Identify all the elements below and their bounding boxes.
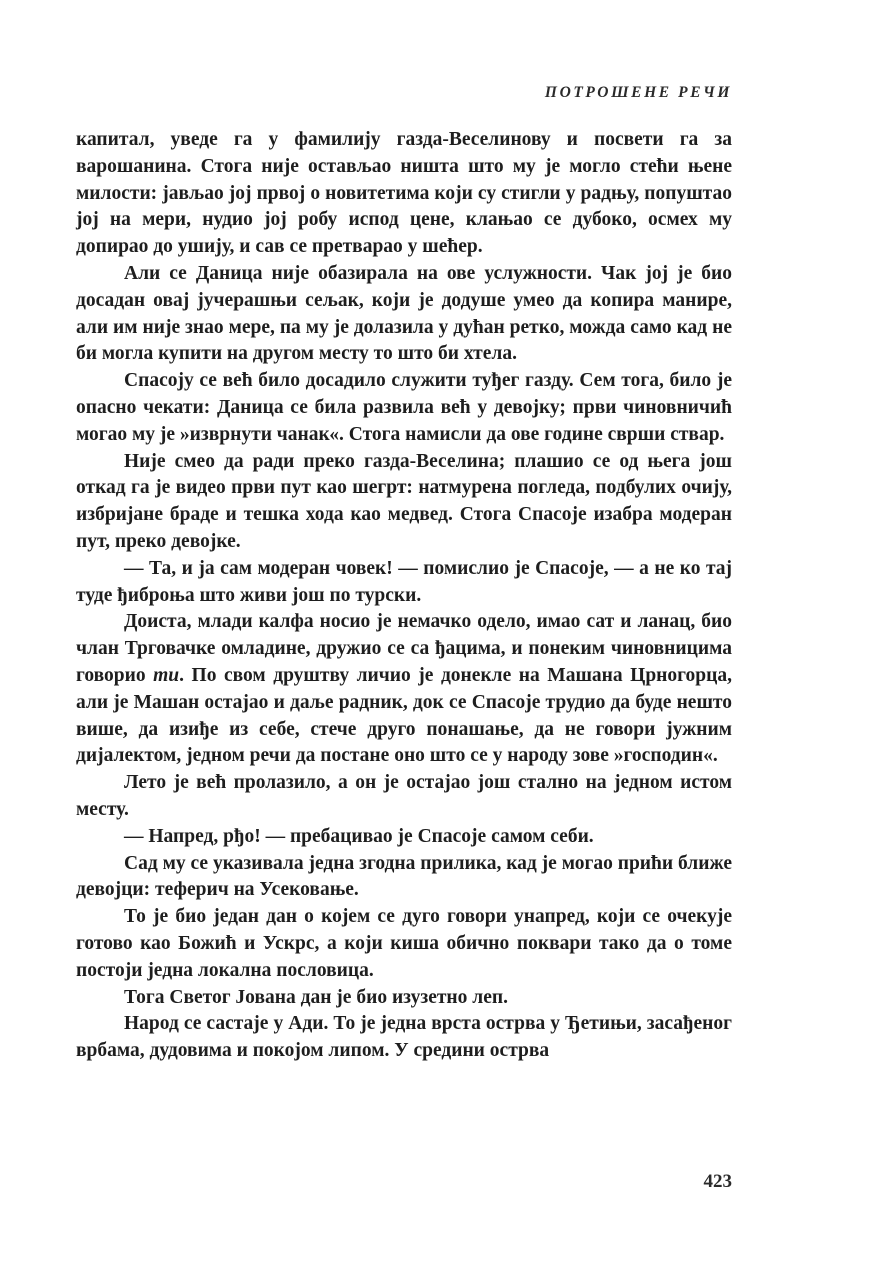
paragraph-text: Тога Светог Јована дан је био изузетно леп. [124, 986, 508, 1008]
paragraph-text: То је био један дан о којем се дуго говори унапред, који се очекује готово као Божић и Ускрс, а који киша обично поквари тако да о томе постоји једна локална пословица. [76, 906, 732, 981]
paragraph-text: капитал, уведе га у фамилију газда-Веселинову и посвети га за варошанина. Стога није остављао ништа што му је могло стећи њене милости: јављао јој првој о новитетима који су стигли у радњу, попуштао јој на мери, нудио јој робу испод цене, клањао се дубоко, осмех му допирао до ушију, и сав се претварао у шећер. [76, 129, 732, 258]
paragraph-text: — Напред, рђо! — пребацивао је Спасоје самом себи. [124, 825, 594, 847]
paragraph-text: Сад му се указивала једна згодна прилика, кад је могао прићи ближе девојци: теферич на Усековање. [76, 852, 732, 901]
paragraph [76, 770, 732, 824]
paragraph [76, 904, 732, 984]
paragraph-text: Лето је већ пролазило, а он је остајао још стално на једном истом месту. [76, 772, 732, 820]
paragraph-text: Народ се састаје у Ади. То је једна врста острва у Ђетињи, засађеног врбама, дудовима и покојом липом. У средини острва [76, 1013, 732, 1062]
paragraph-text: . По свом друштву личио је донекле на Машана Црногорца, али је Машан остајао и даље радник, док се Спасоје трудио да буде нешто више, да изиђе из себе, стече друго понашање, да не говори јужним дијалектом, једном речи да постане оно што се у народу зове »господин«. [76, 664, 732, 767]
paragraph-text: — Та, и ја сам модеран човек! — помислио је Спасоје, — а не ко тај туде ђиброња што живи још по турски. [76, 557, 732, 606]
paragraph [76, 609, 732, 770]
page-number: 423 [703, 1171, 732, 1192]
paragraph [76, 127, 732, 261]
body-text [76, 127, 732, 1065]
paragraph-text: Спасоју се већ било досадило служити туђег газду. Сем тога, било је опасно чекати: Даница се била развила већ у девојку; први чиновничић могао му је »изврнути чанак«. Стога намисли да ове године сврши ствар. [76, 370, 732, 445]
paragraph [76, 556, 732, 610]
paragraph [76, 1011, 732, 1065]
italic-word: ти [153, 664, 180, 686]
paragraph [76, 824, 732, 851]
paragraph [76, 368, 732, 448]
paragraph-text: Доиста, млади калфа носио је немачко одело, имао сат и ланац, био члан Трговачке омладине, дружио се са ђацима, и понеким чиновницима говорио [76, 611, 732, 686]
paragraph [76, 851, 732, 905]
paragraph [76, 449, 732, 556]
paragraph-text: Није смео да ради преко газда-Веселина; плашио се од њега још откад га је видео први пут као шегрт: натмурена погледа, подбулих очију, избријане браде и тешка хода као медвед. Стога Спасоје изабра модеран пут, преко девојке. [76, 450, 732, 552]
paragraph [76, 261, 732, 368]
paragraph [76, 985, 732, 1012]
paragraph-text: Али се Даница није обазирала на ове услужности. Чак јој је био досадан овај јучерашњи сељак, који је додуше умео да копира манире, али им није знао мере, па му је долазила у дућан ретко, можда само кад не би могла купити на другом месту то што би хтела. [76, 262, 732, 365]
running-head: ПОТРОШЕНЕ РЕЧИ [544, 84, 732, 101]
